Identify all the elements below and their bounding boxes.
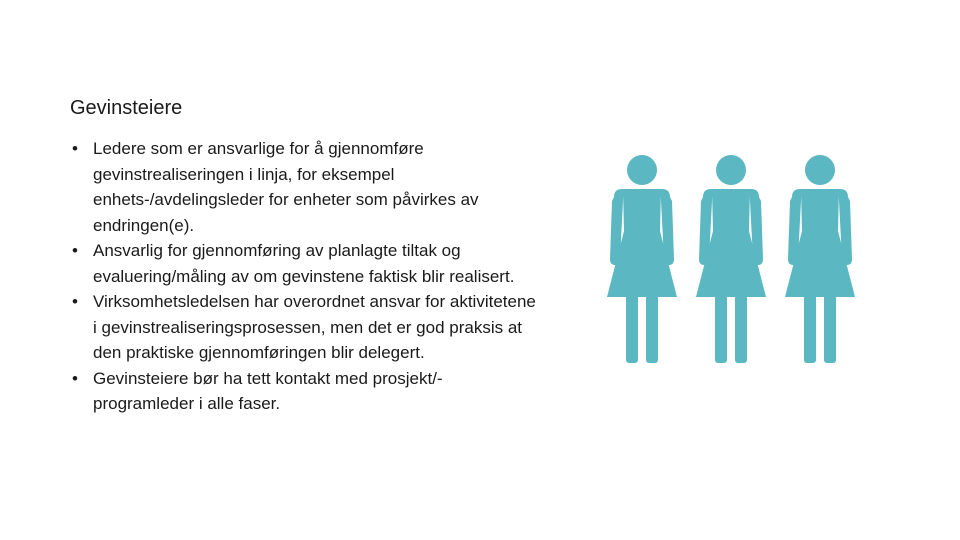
bullet-text: Ansvarlig for gjennomføring av planlagte tiltak og evaluering/måling av om gevinstene faktisk blir realisert. [93,241,515,286]
bullet-text: Gevinsteiere bør ha tett kontakt med prosjekt/-programleder i alle faser. [93,368,443,413]
bullet-text: Virksomhetsledelsen har overordnet ansvar for aktivitetene i gevinstrealiseringsprosessen, men det er god praksis at den praktiske gjennomføringen blir delegert. [93,292,536,362]
bullet-item [70,289,540,366]
bullet-item [70,136,540,238]
bullet-dot: • [72,241,78,260]
bullet-list [70,136,540,417]
bullet-dot: • [72,368,78,388]
bullet-item [70,366,540,417]
bullet-text: Ledere som er ansvarlige for å gjennomføre gevinstrealiseringen i linja, for eksempel enhets-/avdelingsleder for enheter som påvirkes av endringen(e). [93,139,479,235]
bullet-dot: • [72,139,78,158]
slide-title: Gevinsteiere [70,97,183,119]
people-group [607,155,855,363]
bullet-dot: • [72,292,78,311]
people-icon [598,155,864,363]
bullet-item [70,238,540,289]
